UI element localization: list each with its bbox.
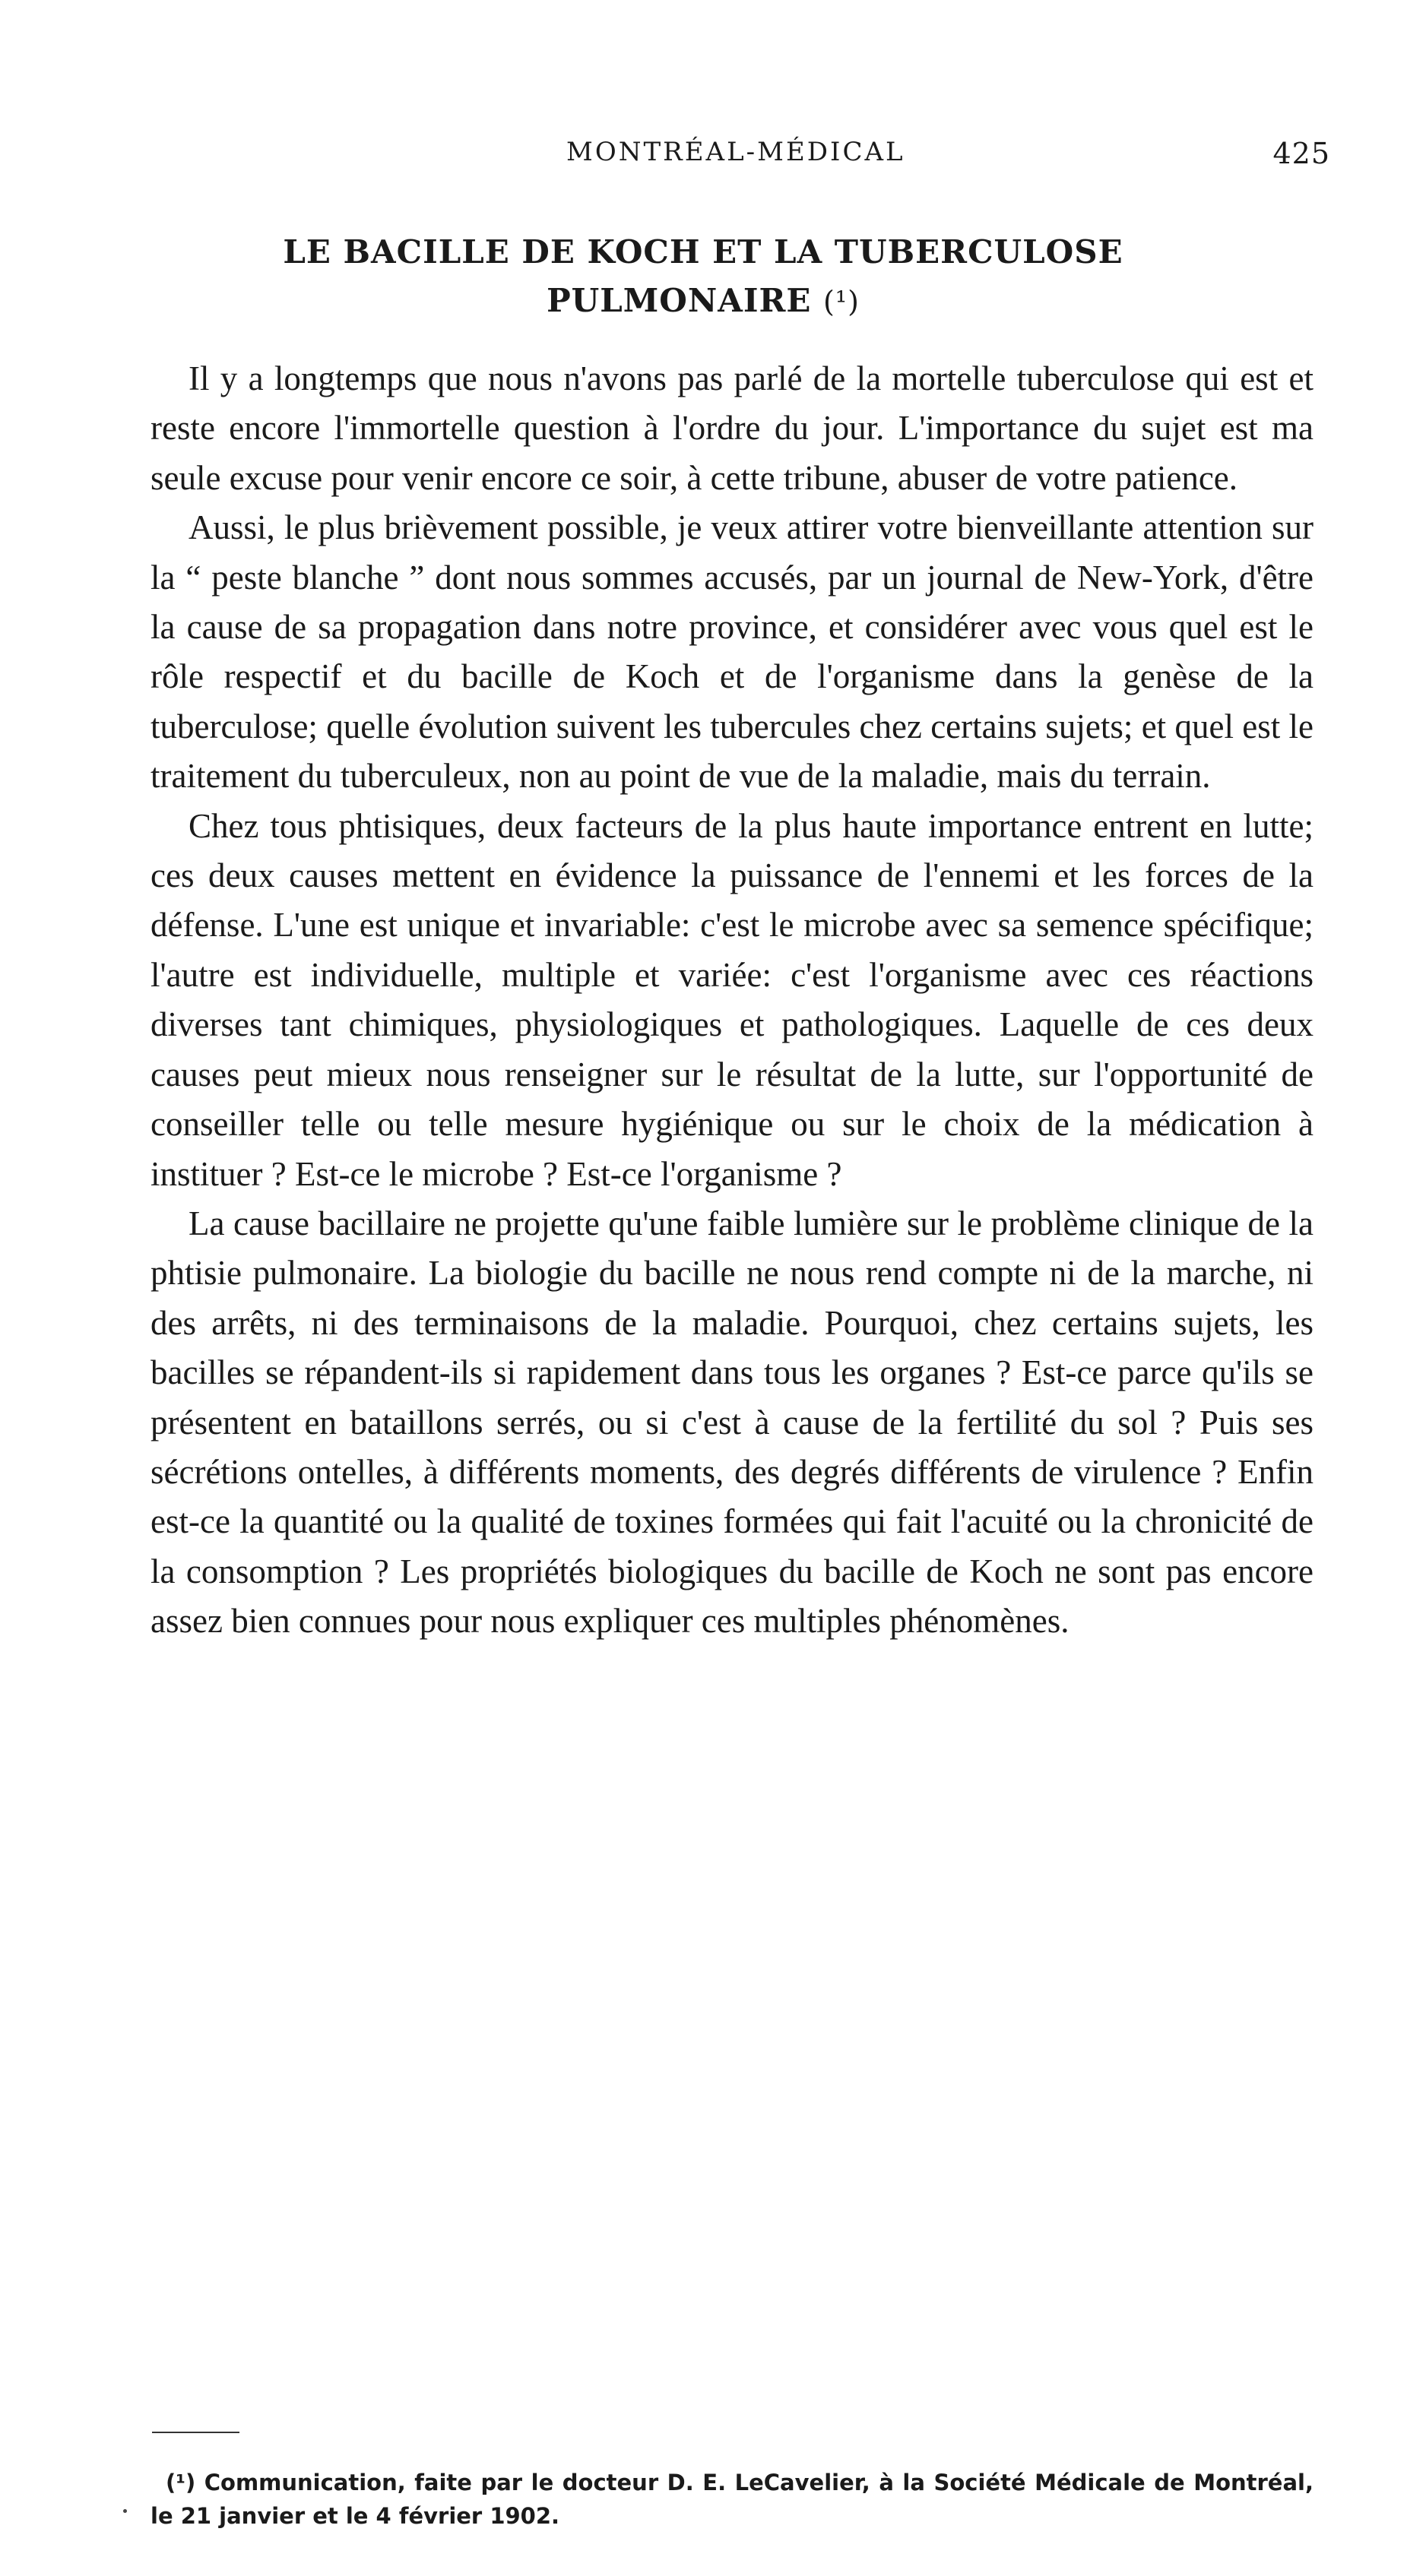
print-speck bbox=[123, 2509, 127, 2513]
paragraph-4: La cause bacillaire ne projette qu'une faible lumière sur le problème clinique de la phtisie pulmonaire. La biologie du bacille ne nous rend compte ni de la marche, ni des arrêts, ni des terminaisons de la maladie. Pourquoi, chez certains sujets, les bacilles se répandent-ils si rapidement dans tous les organes ? Est-ce parce qu'ils se présentent en bataillons serrés, ou si c'est à cause de la fertilité du sol ? Puis ses sécrétions ontelles, à différents moments, des degrés différents de virulence ? Enfin est-ce la quantité ou la qualité de toxines formées qui fait l'acuité ou la chronicité de la consomption ? Les propriétés biologiques du bacille de Koch ne sont pas encore assez bien connues pour nous expliquer ces multiples phénomènes. bbox=[151, 1204, 1314, 1641]
running-head bbox=[152, 137, 1330, 182]
paragraph-2: Aussi, le plus brièvement possible, je veux attirer votre bienveillante attention sur la “ peste blanche ” dont nous sommes accusés, par un journal de New-York, d'être la cause de sa propagation dans notre province, et considérer avec vous quel est le rôle respectif et du bacille de Koch et de l'organisme dans la genèse de la tuberculose; quelle évolution suivent les tubercules chez certains sujets; et quel est le traitement du tuberculeux, non au point de vue de la maladie, mais du terrain. bbox=[151, 508, 1314, 796]
article-title-line-1: LE BACILLE DE KOCH ET LA TUBERCULOSE bbox=[283, 233, 1123, 271]
paragraph-3: Chez tous phtisiques, deux facteurs de la plus haute importance entrent en lutte; ces deux causes mettent en évidence la puissance de l'ennemi et les forces de la défense. L'une est unique et invariable: c'est le microbe avec sa semence spécifique; l'autre est individuelle, multiple et variée: c'est l'organisme avec ces réactions diverses tant chimiques, physiologiques et pathologiques. Laquelle de ces deux causes peut mieux nous renseigner sur le résultat de la lutte, sur l'opportunité de conseiller telle ou telle mesure hygiénique ou sur le choix de la médication à instituer ? Est-ce le microbe ? Est-ce l'organisme ? bbox=[151, 806, 1314, 1193]
article-title-line-2-text: PULMONAIRE bbox=[547, 282, 812, 319]
paragraph-1: Il y a longtemps que nous n'avons pas parlé de la mortelle tuberculose qui est et reste encore l'immortelle question à l'ordre du jour. L'importance du sujet est ma seule excuse pour venir encore ce soir, à cette tribune, abuser de votre patience. bbox=[151, 359, 1314, 497]
article-title bbox=[205, 228, 1201, 326]
running-title: MONTRÉAL-MÉDICAL bbox=[566, 137, 905, 167]
footnote-reference: (¹) bbox=[823, 285, 860, 318]
footnote-divider bbox=[152, 2432, 239, 2433]
article-title-line-2 bbox=[205, 277, 1201, 326]
page-number: 425 bbox=[1272, 137, 1330, 170]
article-body bbox=[151, 354, 1314, 1647]
footnote: (¹) Communication, faite par le docteur D. E. LeCavelier, à la Société Médicale de Montréal, le 21 janvier et le 4 février 1902. bbox=[151, 2470, 1314, 2529]
